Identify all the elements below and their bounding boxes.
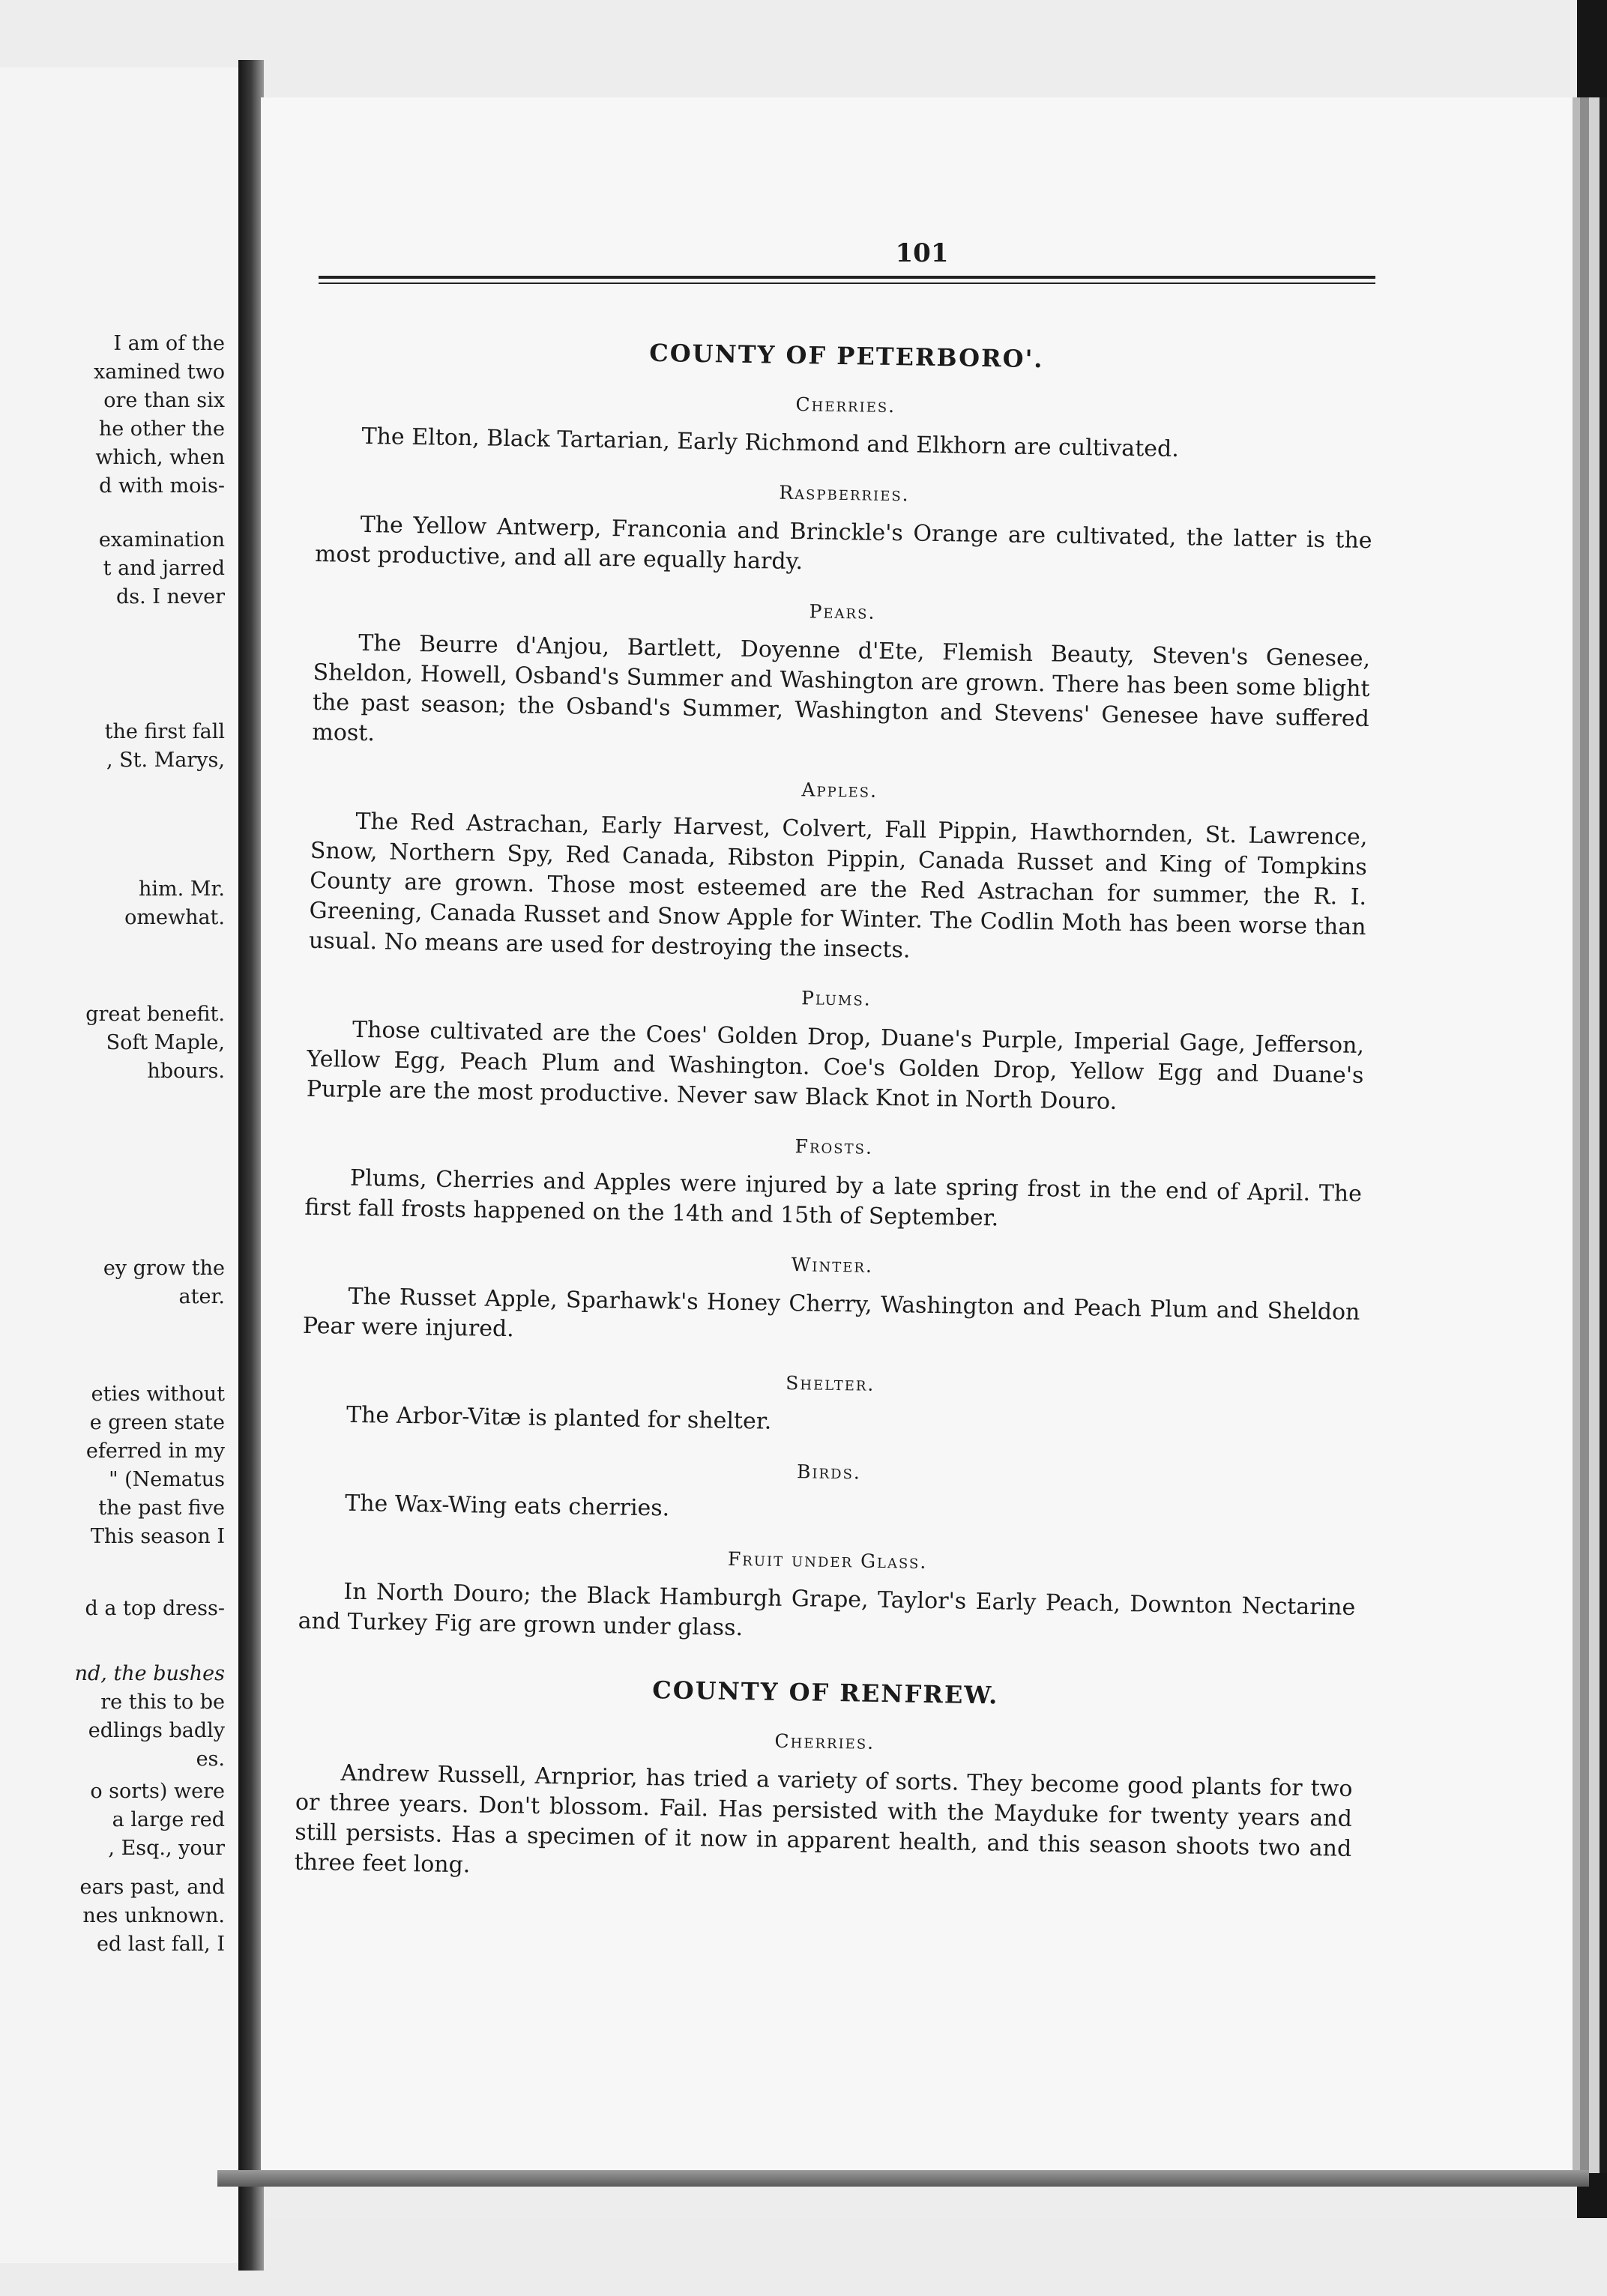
left-page-line: the past five (98, 1496, 225, 1520)
page-bottom-edge (217, 2170, 1589, 2187)
left-page-line: d a top dress- (85, 1597, 225, 1620)
left-page-line: nes unknown. (82, 1904, 225, 1927)
county-title: COUNTY OF PETERBORO'. (649, 338, 1044, 374)
left-page-fragment (0, 875, 225, 932)
left-page-line: eties without (91, 1383, 225, 1406)
left-page-line: nd, the bushes (74, 1662, 225, 1685)
left-page-fragment (0, 526, 225, 611)
left-page-line: ater. (178, 1285, 225, 1308)
left-page-fragment (0, 1873, 225, 1959)
body-paragraph: The Red Astrachan, Early Harvest, Colvert, Fall Pippin, Hawthornden, St. Lawrence, Snow, Northern Spy, Red Canada, Ribston Pippin, Canada Russet and King of Tompkins County are grown. Those most esteemed are the Red Astrachan for summer, the R. I. Greening, Canada Russet and Snow Apple for Winter. The Codlin Moth has been worse than usual. No means are used for destroying the insects. (308, 808, 1368, 964)
section-heading: Winter. (791, 1254, 874, 1277)
section-heading: Birds. (796, 1460, 862, 1484)
left-page-line: This season I (90, 1525, 225, 1548)
left-page-fragment (0, 330, 225, 501)
left-page-line: hbours. (147, 1060, 225, 1083)
left-page-fragment (0, 1595, 225, 1623)
section-heading: Cherries. (774, 1729, 875, 1753)
left-page-line: t and jarred (103, 557, 225, 580)
section-heading: Pears. (809, 600, 876, 623)
body-paragraph: The Yellow Antwerp, Franconia and Brinckle's Orange are cultivated, the latter is the most productive, and all are equally hardy. (314, 511, 1372, 575)
body-paragraph: In North Douro; the Black Hamburgh Grape, Taylor's Early Peach, Downton Nectarine and Turkey Fig are grown under glass. (298, 1578, 1356, 1642)
left-page-fragment (0, 718, 225, 775)
header-rule-thick (319, 276, 1375, 279)
left-page-line: re this to be (100, 1691, 225, 1714)
section-heading: Shelter. (786, 1371, 875, 1395)
left-page-line: es. (196, 1747, 225, 1771)
left-page-fragment (0, 1000, 225, 1086)
county-title: COUNTY OF RENFREW. (652, 1676, 999, 1710)
left-page-line: great benefit. (85, 1003, 225, 1026)
body-paragraph: The Russet Apple, Sparhawk's Honey Cherry, Washington and Peach Plum and Sheldon Pear were injured. (302, 1283, 1360, 1343)
body-paragraph: The Arbor-Vitæ is planted for shelter. (346, 1401, 772, 1435)
scan-dark-edge (1577, 0, 1607, 2296)
left-page-line: a large red (112, 1808, 225, 1831)
body-paragraph: The Beurre d'Anjou, Bartlett, Doyenne d'Ete, Flemish Beauty, Steven's Genesee, Sheldon, Howell, Osband's Summer and Washington are grown. There has been some blight the past season; the Osband's Summer, Washington and Stevens' Genesee have suffered most. (312, 629, 1371, 747)
left-page-line: eferred in my (85, 1439, 225, 1463)
section-heading: Raspberries. (779, 481, 910, 506)
left-page-line: the first fall (104, 720, 225, 743)
header-rule-thin (319, 283, 1375, 284)
left-page-fragment (0, 1777, 225, 1863)
section-heading: Apples. (801, 779, 878, 802)
left-page-fragment (0, 1254, 225, 1311)
left-page-line: which, when (95, 446, 225, 469)
left-page-line: ears past, and (79, 1876, 225, 1899)
left-page-line: d with mois- (99, 474, 225, 498)
left-page-fragment (0, 1688, 225, 1774)
left-page-line: ore than six (103, 389, 225, 412)
book-gutter (238, 60, 264, 2271)
header-rule (319, 276, 1375, 284)
left-page-line: examination (98, 528, 225, 552)
body-paragraph: Andrew Russell, Arnprior, has tried a variety of sorts. They become good plants for two or three years. Don't blossom. Fail. Has persisted with the Mayduke for twenty years and still persists. Has a specimen of it now in apparent health, and this season shoots two and three feet long. (294, 1759, 1353, 1879)
left-page-line: , St. Marys, (106, 749, 225, 772)
left-page-fragment (0, 1380, 225, 1551)
left-page-line: ed last fall, I (96, 1933, 225, 1956)
left-page-line: , Esq., your (108, 1837, 225, 1860)
page-body (294, 322, 1375, 1894)
left-page-line: edlings badly (88, 1719, 225, 1742)
body-paragraph: The Elton, Black Tartarian, Early Richmond and Elkhorn are cultivated. (361, 423, 1180, 463)
left-page-line: he other the (98, 417, 225, 441)
body-paragraph: Those cultivated are the Coes' Golden Drop, Duane's Purple, Imperial Gage, Jefferson, Yellow Egg, Peach Plum and Washington. Coe's Golden Drop, Yellow Egg and Duane's Purple are the most productive. Never saw Black Knot in North Douro. (306, 1016, 1365, 1115)
section-heading: Frosts. (795, 1135, 874, 1158)
left-page-line: ey grow the (103, 1257, 225, 1280)
body-paragraph: The Wax-Wing eats cherries. (344, 1490, 670, 1522)
left-page-line: him. Mr. (139, 877, 225, 901)
left-page (0, 67, 241, 2263)
left-page-line: ds. I never (115, 585, 225, 608)
left-page-line: e green state (89, 1411, 225, 1434)
section-heading: Fruit under Glass. (727, 1547, 928, 1573)
left-page-line: omewhat. (124, 906, 225, 929)
left-page-fragment (0, 1660, 225, 1688)
left-page-line: xamined two (93, 360, 225, 384)
left-page-line: " (Nematus (109, 1468, 225, 1491)
left-page-line: Soft Maple, (106, 1031, 225, 1054)
left-page-line: I am of the (113, 332, 225, 355)
section-heading: Plums. (801, 987, 872, 1010)
body-paragraph: Plums, Cherries and Apples were injured by a late spring frost in the end of April. The first fall frosts happened on the 14th and 15th of September. (304, 1164, 1363, 1232)
page-number: 101 (895, 238, 949, 268)
left-page-line: o sorts) were (90, 1780, 225, 1803)
section-heading: Cherries. (795, 393, 896, 417)
